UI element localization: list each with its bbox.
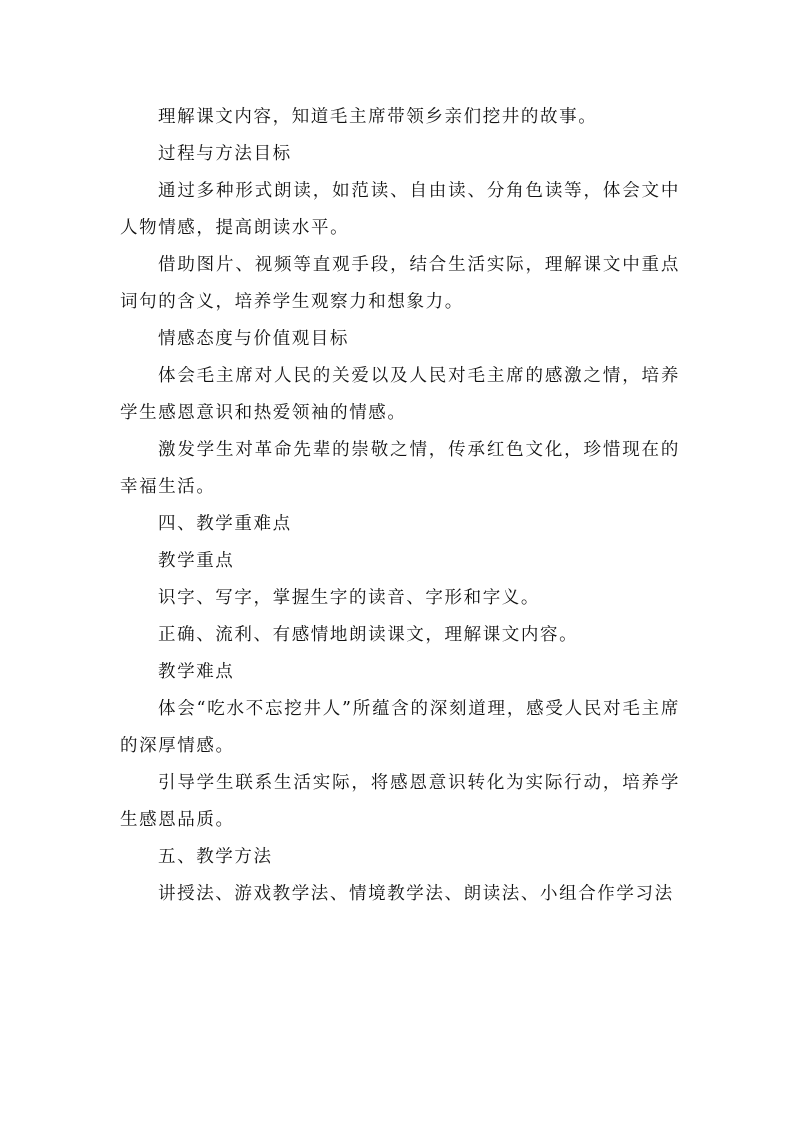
paragraph-methods-list: 讲授法、游戏教学法、情境教学法、朗读法、小组合作学习法 [158,884,674,904]
paragraph-visual-aids: 借助图片、视频等直观手段，结合生活实际，理解课文中重点词句的含义，培养学生观察力和想象力。 [120,255,680,312]
subheading-teaching-difficulty: 教学难点 [158,662,235,682]
paragraph-deep-meaning: 体会“吃水不忘挖井人”所蕴含的深刻道理，感受人民对毛主席的深厚情感。 [120,699,680,756]
section-heading-teaching-methods: 五、教学方法 [158,847,273,867]
section-heading-key-difficult-points: 四、教学重难点 [158,514,292,534]
paragraph-fluent-reading: 正确、流利、有感情地朗读课文，理解课文内容。 [158,625,579,645]
paragraph-practical-action: 引导学生联系生活实际，将感恩意识转化为实际行动，培养学生感恩品质。 [120,773,680,830]
paragraph-reading-methods: 通过多种形式朗读，如范读、自由读、分角色读等，体会文中人物情感，提高朗读水平。 [120,181,680,238]
subheading-teaching-focus: 教学重点 [158,551,235,571]
heading-process-method-goals: 过程与方法目标 [158,144,292,164]
paragraph-revolutionary-respect: 激发学生对革命先辈的崇敬之情，传承红色文化，珍惜现在的幸福生活。 [120,440,680,497]
paragraph-character-writing: 识字、写字，掌握生字的读音、字形和字义。 [158,588,540,608]
document-body [120,99,680,913]
paragraph-understand-content: 理解课文内容，知道毛主席带领乡亲们挖井的故事。 [158,107,598,127]
paragraph-gratitude: 体会毛主席对人民的关爱以及人民对毛主席的感激之情，培养学生感恩意识和热爱领袖的情感。 [120,366,680,423]
heading-emotion-values-goals: 情感态度与价值观目标 [158,329,349,349]
